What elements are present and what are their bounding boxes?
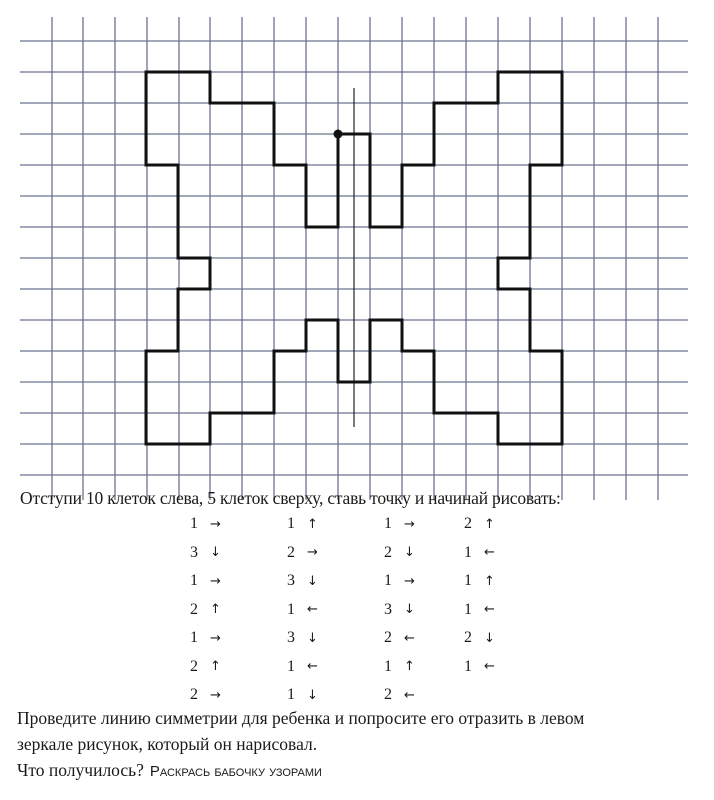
arrow-up-icon: ↑ <box>210 659 221 675</box>
command-cell <box>464 539 544 568</box>
step-count: 2 <box>464 629 472 647</box>
command-cell <box>190 510 287 539</box>
arrow-right-icon: → <box>210 573 221 589</box>
arrow-down-icon: ↓ <box>307 630 318 646</box>
step-count: 3 <box>287 572 295 590</box>
step-count: 2 <box>287 543 295 561</box>
step-count: 1 <box>287 515 295 533</box>
step-count: 1 <box>287 600 295 618</box>
step-count: 3 <box>287 629 295 647</box>
command-cell <box>384 539 464 568</box>
arrow-left-icon: ← <box>484 545 495 561</box>
arrow-right-icon: → <box>210 630 221 646</box>
step-count: 1 <box>464 543 472 561</box>
command-cell <box>190 567 287 596</box>
arrow-up-icon: ↑ <box>404 659 415 675</box>
arrow-down-icon: ↓ <box>307 687 318 703</box>
command-cell <box>464 624 544 653</box>
arrow-right-icon: → <box>404 516 415 532</box>
instruction-text: Отступи 10 клеток слева, 5 клеток сверху, ставь точку и начинай рисовать: <box>20 488 561 508</box>
arrow-up-icon: ↑ <box>307 516 318 532</box>
command-cell <box>464 681 544 710</box>
command-cell <box>464 596 544 625</box>
arrow-left-icon: ← <box>404 687 415 703</box>
step-count: 2 <box>190 600 198 618</box>
arrow-down-icon: ↓ <box>484 630 495 646</box>
command-cell <box>190 624 287 653</box>
task-text: Раскрась бабочку узорами <box>149 763 322 780</box>
step-count: 3 <box>190 543 198 561</box>
command-cell <box>190 681 287 710</box>
arrow-down-icon: ↓ <box>404 545 415 561</box>
step-count: 1 <box>464 600 472 618</box>
step-count: 1 <box>384 515 392 533</box>
arrow-left-icon: ← <box>404 630 415 646</box>
arrow-down-icon: ↓ <box>210 545 221 561</box>
arrow-up-icon: ↑ <box>484 516 495 532</box>
arrow-right-icon: → <box>210 687 221 703</box>
arrow-up-icon: ↑ <box>484 573 495 589</box>
arrow-right-icon: → <box>210 516 221 532</box>
arrow-down-icon: ↓ <box>307 573 318 589</box>
command-cell <box>287 624 384 653</box>
step-count: 3 <box>384 600 392 618</box>
footer-line-1: Проведите линию симметрии для ребенка и попросите его отразить в левом <box>17 708 585 728</box>
command-cell <box>287 596 384 625</box>
command-cell <box>464 510 544 539</box>
step-count: 1 <box>464 572 472 590</box>
arrow-left-icon: ← <box>307 602 318 618</box>
arrow-right-icon: → <box>307 545 318 561</box>
command-cell <box>384 510 464 539</box>
start-point-dot <box>334 130 343 139</box>
step-count: 1 <box>384 572 392 590</box>
commands-table <box>190 510 544 710</box>
command-cell <box>190 596 287 625</box>
command-cell <box>287 510 384 539</box>
command-cell <box>287 681 384 710</box>
command-cell <box>384 653 464 682</box>
arrow-left-icon: ← <box>307 659 318 675</box>
command-cell <box>287 653 384 682</box>
command-cell <box>464 653 544 682</box>
step-count: 2 <box>190 686 198 704</box>
step-count: 2 <box>384 629 392 647</box>
step-count: 2 <box>384 543 392 561</box>
question-text: Что получилось? <box>17 760 144 780</box>
step-count: 2 <box>384 686 392 704</box>
footer-line-3 <box>17 760 322 781</box>
command-cell <box>190 653 287 682</box>
arrow-right-icon: → <box>404 573 415 589</box>
command-cell <box>384 567 464 596</box>
step-count: 2 <box>464 515 472 533</box>
command-cell <box>384 596 464 625</box>
footer-line-2: зеркале рисунок, который он нарисовал. <box>17 734 318 754</box>
command-cell <box>384 681 464 710</box>
arrow-up-icon: ↑ <box>210 602 221 618</box>
command-cell <box>190 539 287 568</box>
command-cell <box>287 567 384 596</box>
arrow-left-icon: ← <box>484 659 495 675</box>
step-count: 1 <box>190 515 198 533</box>
step-count: 1 <box>287 657 295 675</box>
arrow-left-icon: ← <box>484 602 495 618</box>
step-count: 2 <box>190 657 198 675</box>
step-count: 1 <box>190 629 198 647</box>
command-cell <box>464 567 544 596</box>
arrow-down-icon: ↓ <box>404 602 415 618</box>
step-count: 1 <box>464 657 472 675</box>
command-cell <box>287 539 384 568</box>
step-count: 1 <box>384 657 392 675</box>
command-cell <box>384 624 464 653</box>
step-count: 1 <box>287 686 295 704</box>
step-count: 1 <box>190 572 198 590</box>
